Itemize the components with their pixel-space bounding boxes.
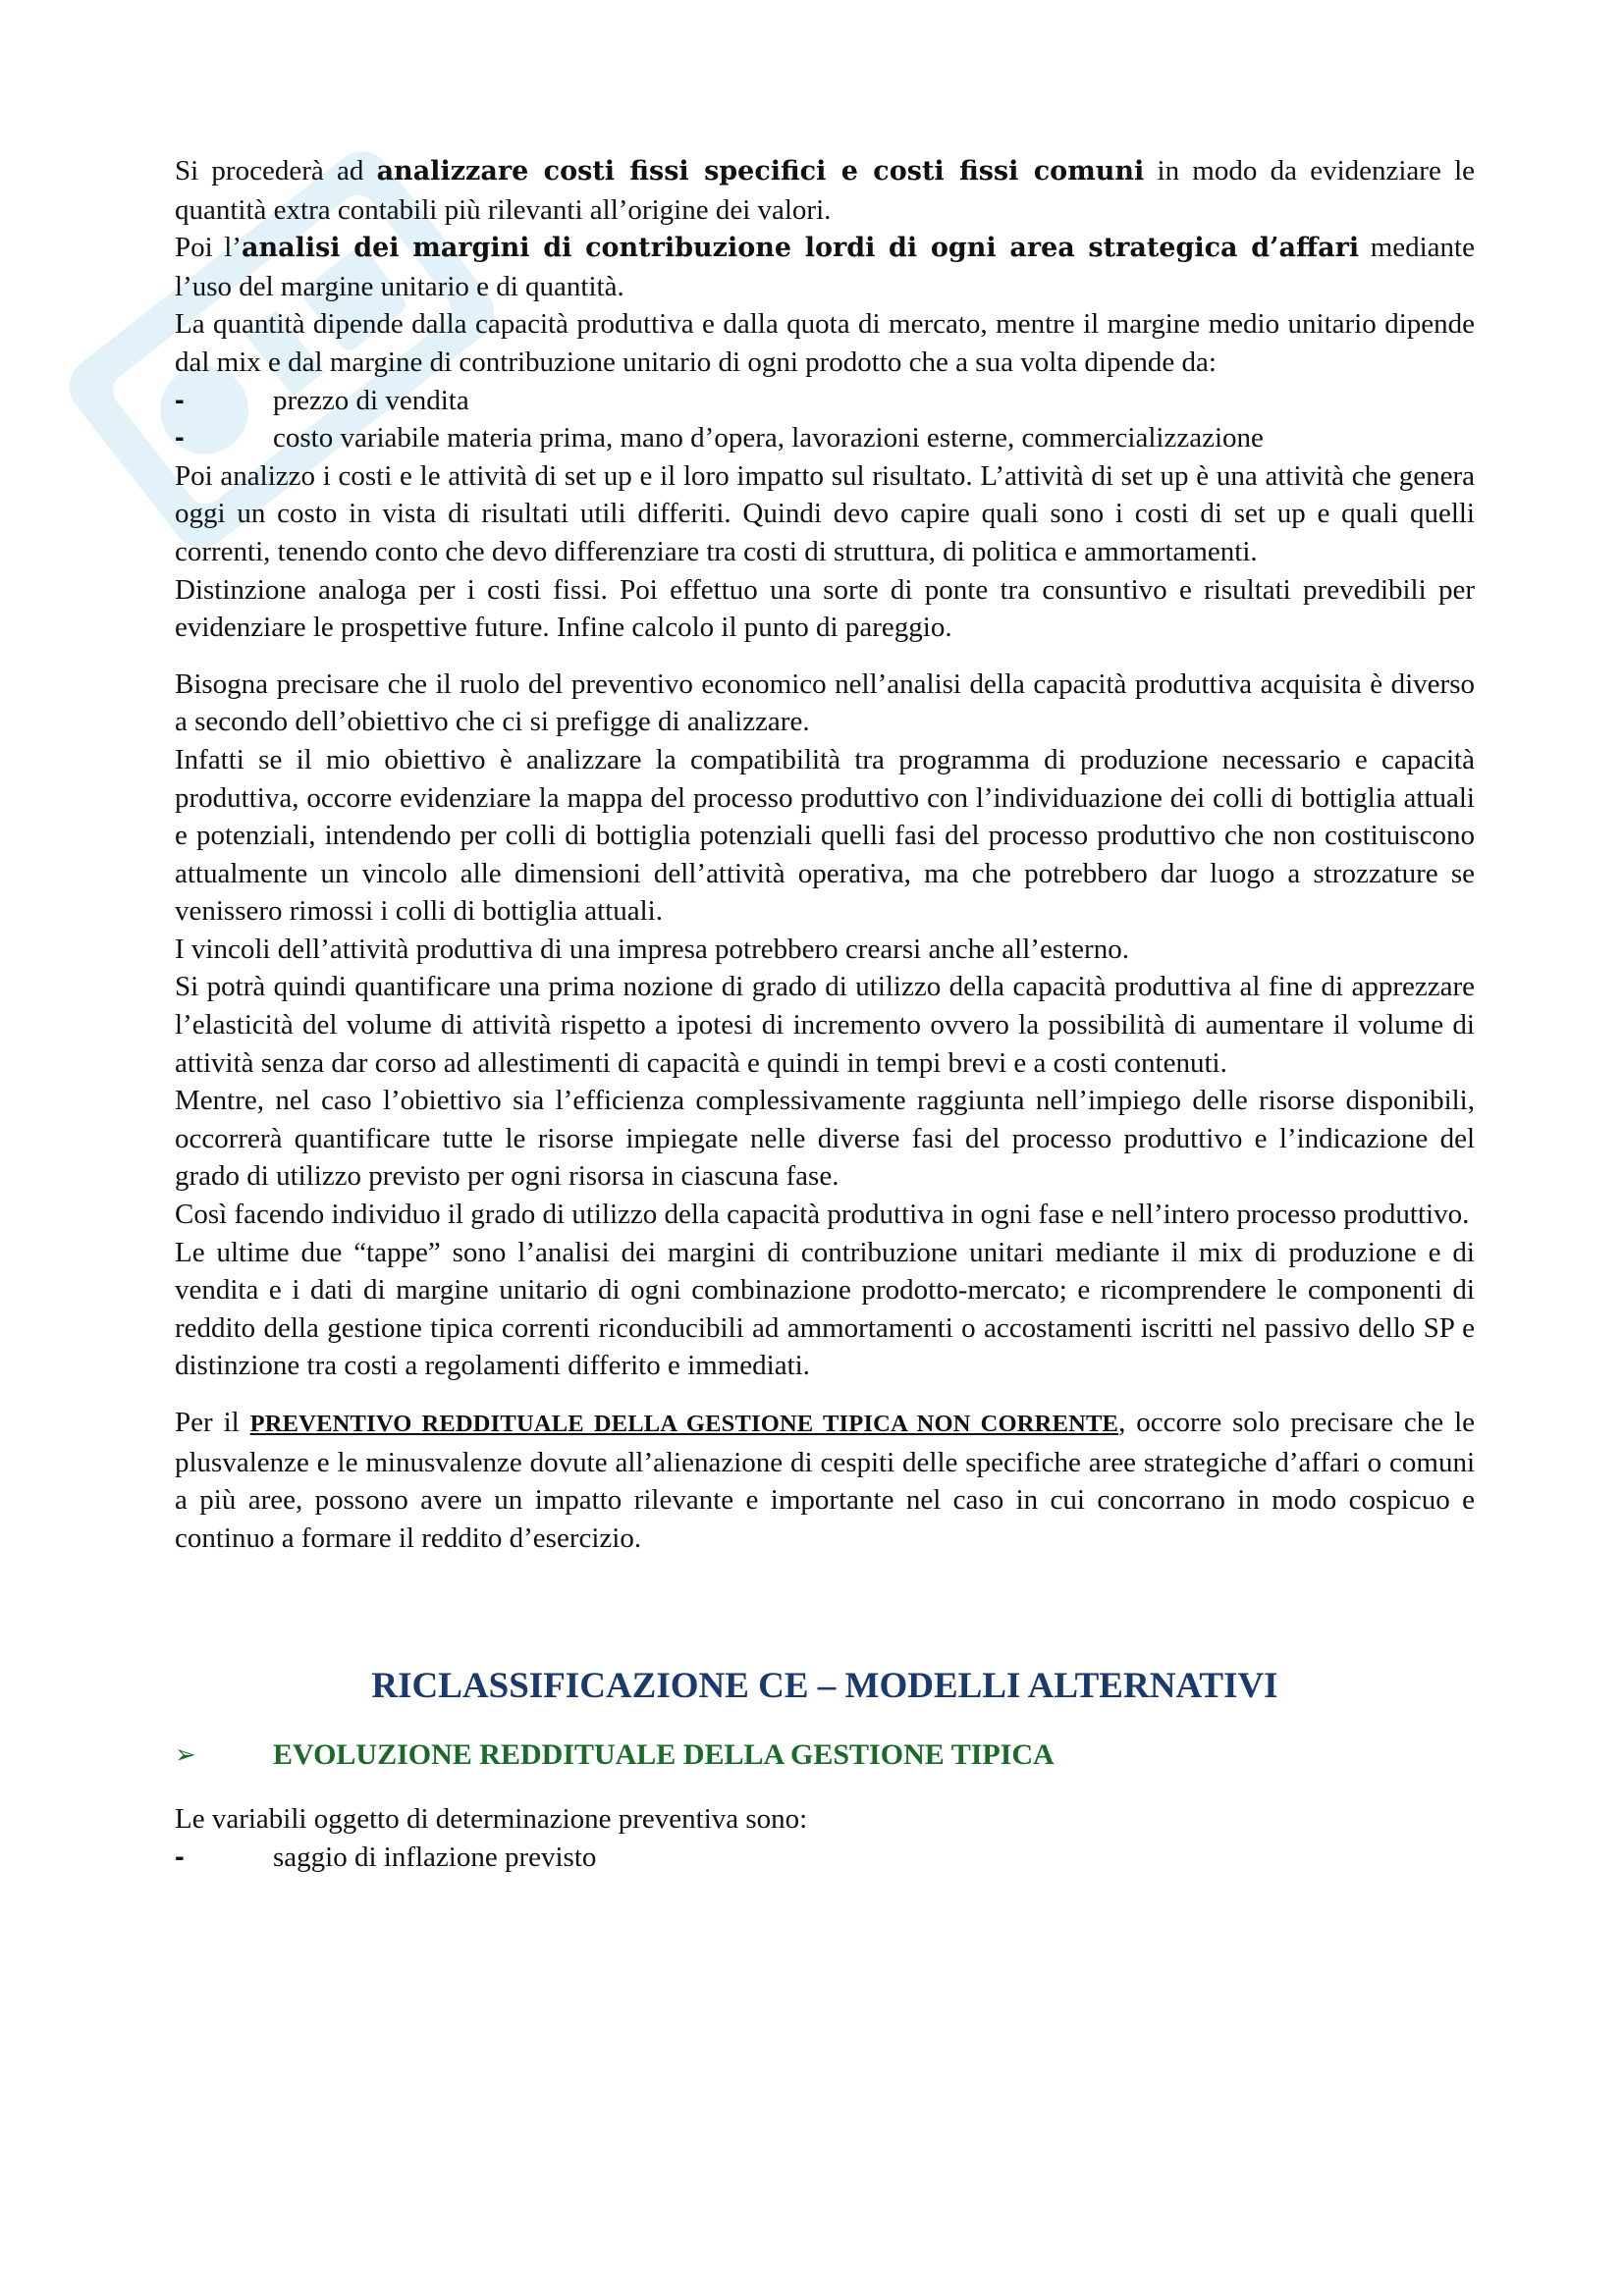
subsection-title: EVOLUZIONE REDDITUALE DELLA GESTIONE TIPICA	[273, 1738, 1055, 1772]
list-item: - saggio di inflazione previsto	[175, 1839, 1475, 1877]
paragraph-11: Così facendo individuo il grado di utilizzo della capacità produttiva in ogni fase e nell’intero processo produttivo.	[175, 1199, 1470, 1231]
bold-phrase: analizzare costi fissi specifici e costi fissi comuni	[376, 156, 1145, 187]
paragraph-14: Le variabili oggetto di determinazione preventiva sono:	[175, 1803, 808, 1836]
arrow-bullet-icon: ➢	[175, 1740, 196, 1771]
paragraph-6: Bisogna precisare che il ruolo del preventivo economico nell’analisi della capacità produttiva acquisita è diverso a secondo dell’obiettivo che ci si prefigge di analizzare.	[175, 667, 1475, 738]
paragraph-2: Poi l’analisi dei margini di contribuzione lordi di ogni area strategica d’affari mediante l’uso del margine unitario e di quantità.	[175, 232, 1475, 302]
underlined-heading: PREVENTIVO REDDITUALE DELLA GESTIONE TIPICA NON CORRENTE	[249, 1411, 1119, 1437]
paragraph-7: Infatti se il mio obiettivo è analizzare la compatibilità tra programma di produzione necessario e capacità produttiva, occorre evidenziare la mappa del processo produttivo con l’individuazione dei colli di bottiglia attuali e potenziali, intendendo per colli di bottiglia potenziali quelli fasi del processo produttivo che non costituiscono attualmente un vincolo alle dimensioni dell’attività operativa, ma che potrebbero dar luogo a strozzature se venissero rimossi i colli di bottiglia attuali.	[175, 743, 1475, 928]
document-body	[175, 152, 1475, 1877]
paragraph-8: I vincoli dell’attività produttiva di una impresa potrebbero crearsi anche all’esterno.	[175, 933, 1129, 965]
bold-phrase: analisi dei margini di contribuzione lordi di ogni area strategica d’affari	[241, 233, 1360, 264]
paragraph-5: Distinzione analoga per i costi fissi. Poi effettuo una sorte di ponte tra consuntivo e risultati prevedibili per evidenziare le prospettive future. Infine calcolo il punto di pareggio.	[175, 573, 1475, 644]
paragraph-12: Le ultime due “tappe” sono l’analisi dei margini di contribuzione unitari mediante il mix di produzione e di vendita e i dati di margine unitario di ogni combinazione prodotto-mercato; e ricomprendere le componenti di reddito della gestione tipica correnti riconducibili ad ammortamenti o accostamenti iscritti nel passivo dello SP e distinzione tra costi a regolamenti differito e immediati.	[175, 1236, 1475, 1382]
paragraph-13: Per il PREVENTIVO REDDITUALE DELLA GESTIONE TIPICA NON CORRENTE, occorre solo precisare che le plusvalenze e le minusvalenze dovute all’alienazione di cespiti delle specifiche aree strategiche d’affari o comuni a più aree, possono avere un impatto rilevante e importante nel caso in cui concorrano in modo cospicuo e continuo a formare il reddito d’esercizio.	[175, 1407, 1475, 1554]
dash-bullet: -	[175, 422, 185, 454]
list-item: - prezzo di vendita	[175, 382, 1475, 420]
paragraph-4: Poi analizzo i costi e le attività di set up e il loro impatto sul risultato. L’attività di set up è una attività che genera oggi un costo in vista di risultati utili differiti. Quindi devo capire quali sono i costi di set up e quali quelli correnti, tenendo conto che devo differenziare tra costi di struttura, di politica e ammortamenti.	[175, 459, 1475, 567]
subsection-heading	[175, 1735, 1475, 1775]
list-item: - costo variabile materia prima, mano d’opera, lavorazioni esterne, commercializzazione	[175, 419, 1475, 457]
paragraph-9: Si potrà quindi quantificare una prima nozione di grado di utilizzo della capacità produttiva al fine di apprezzare l’elasticità del volume di attività rispetto a ipotesi di incremento ovvero la possibilità di aumentare il volume di attività senza dar corso ad allestimenti di capacità e quindi in tempi brevi e a costi contenuti.	[175, 971, 1475, 1079]
dash-bullet: -	[175, 1841, 185, 1873]
paragraph-3: La quantità dipende dalla capacità produttiva e dalla quota di mercato, mentre il margine medio unitario dipende dal mix e dal margine di contribuzione unitario di ogni prodotto che a sua volta dipende da:	[175, 308, 1475, 378]
section-heading: RICLASSIFICAZIONE CE – MODELLI ALTERNATIVI	[371, 1666, 1278, 1707]
dash-bullet: -	[175, 384, 185, 416]
paragraph-10: Mentre, nel caso l’obiettivo sia l’efficienza complessivamente raggiunta nell’impiego delle risorse disponibili, occorrerà quantificare tutte le risorse impiegate nelle diverse fasi del processo produttivo e l’indicazione del grado di utilizzo previsto per ogni risorsa in ciascuna fase.	[175, 1085, 1475, 1193]
paragraph-1: Si procederà ad analizzare costi fissi specifici e costi fissi comuni in modo da evidenziare le quantità extra contabili più rilevanti all’origine dei valori.	[175, 155, 1475, 226]
